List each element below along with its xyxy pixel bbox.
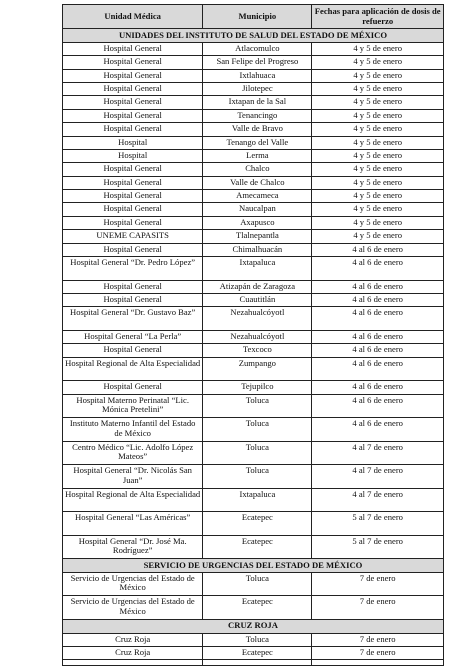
cell-fechas: 4 y 5 de enero: [312, 123, 444, 136]
cell-unidad: Hospital General: [63, 42, 203, 55]
table-row: [63, 203, 444, 216]
cell-fechas: 4 al 6 de enero: [312, 418, 444, 442]
table-row: [63, 307, 444, 331]
table-row: [63, 42, 444, 55]
cell-fechas: 4 al 6 de enero: [312, 307, 444, 331]
cell-unidad: Hospital General “La Perla”: [63, 330, 203, 343]
cell-fechas: 4 y 5 de enero: [312, 149, 444, 162]
cell-unidad: Hospital: [63, 149, 203, 162]
cell-fechas: 4 y 5 de enero: [312, 230, 444, 243]
cell-municipio: Toluca: [203, 394, 312, 418]
cell-fechas: 4 y 5 de enero: [312, 96, 444, 109]
cell-fechas: 4 al 6 de enero: [312, 357, 444, 381]
cell-municipio: Naucalpan: [203, 203, 312, 216]
cell-municipio: Axapusco: [203, 216, 312, 229]
cell-municipio: Nezahualcóyotl: [203, 307, 312, 331]
cell-municipio: Toluca: [203, 572, 312, 596]
cell-municipio: Chalco: [203, 163, 312, 176]
cell-unidad: Hospital Regional de Alta Especialidad: [63, 488, 203, 512]
cell-unidad: Hospital General: [63, 293, 203, 306]
cell-fechas: 4 al 6 de enero: [312, 330, 444, 343]
cell-unidad: Hospital General “Dr. Nicolás San Juan”: [63, 465, 203, 489]
cell-fechas: 7 de enero: [312, 633, 444, 646]
cell-fechas: 4 al 7 de enero: [312, 465, 444, 489]
cell-municipio: Tlalnepantla: [203, 230, 312, 243]
table-row: [63, 216, 444, 229]
cell-unidad: Hospital General: [63, 123, 203, 136]
table-row: [63, 257, 444, 281]
cell-municipio: Toluca: [203, 418, 312, 442]
table-row: [63, 330, 444, 343]
table-row: [63, 123, 444, 136]
table-row: [63, 109, 444, 122]
table-row: [63, 394, 444, 418]
cell-municipio: San Felipe del Progreso: [203, 56, 312, 69]
cell-unidad: Hospital Materno Perinatal “Lic. Mónica Pretelini”: [63, 394, 203, 418]
cell-fechas: 4 y 5 de enero: [312, 163, 444, 176]
cell-municipio: Tenango del Valle: [203, 136, 312, 149]
cell-municipio: Toluca: [203, 465, 312, 489]
cell-unidad: Hospital General: [63, 69, 203, 82]
cell-unidad: Hospital: [63, 136, 203, 149]
cell-fechas: 4 y 5 de enero: [312, 136, 444, 149]
cell-unidad: Hospital General: [63, 243, 203, 256]
cell-unidad: Instituto Materno Infantil del Estado de México: [63, 418, 203, 442]
table-row: [63, 344, 444, 357]
cell-fechas: 4 al 6 de enero: [312, 280, 444, 293]
cell-empty: [63, 660, 203, 666]
table-row: [63, 293, 444, 306]
cell-municipio: Ixtapaluca: [203, 257, 312, 281]
section-title: CRUZ ROJA: [63, 619, 444, 633]
cell-unidad: Hospital General: [63, 163, 203, 176]
table-row: [63, 633, 444, 646]
cell-municipio: Ecatepec: [203, 512, 312, 536]
cell-fechas: 4 al 6 de enero: [312, 293, 444, 306]
cell-fechas: 4 y 5 de enero: [312, 109, 444, 122]
cell-unidad: Hospital General: [63, 216, 203, 229]
table-row: [63, 82, 444, 95]
cell-municipio: Chimalhuacán: [203, 243, 312, 256]
table-row: [63, 230, 444, 243]
cell-unidad: Hospital General “Dr. Gustavo Baz”: [63, 307, 203, 331]
cell-unidad: Cruz Roja: [63, 646, 203, 659]
cell-fechas: 4 al 6 de enero: [312, 344, 444, 357]
cell-unidad: Hospital Regional de Alta Especialidad: [63, 357, 203, 381]
cell-municipio: Nezahualcóyotl: [203, 330, 312, 343]
cell-unidad: Servicio de Urgencias del Estado de México: [63, 596, 203, 620]
section-title: SERVICIO DE URGENCIAS DEL ESTADO DE MÉXICO: [63, 559, 444, 573]
table-row: [63, 381, 444, 394]
cell-unidad: Hospital General: [63, 280, 203, 293]
table-row: [63, 280, 444, 293]
cell-fechas: 4 y 5 de enero: [312, 176, 444, 189]
cell-fechas: 4 y 5 de enero: [312, 82, 444, 95]
cell-unidad: Centro Médico “Lic. Adolfo López Mateos”: [63, 441, 203, 465]
cell-municipio: Valle de Bravo: [203, 123, 312, 136]
cell-municipio: Ixtapan de la Sal: [203, 96, 312, 109]
table-row-cutoff: [63, 660, 444, 666]
cell-municipio: Valle de Chalco: [203, 176, 312, 189]
cell-municipio: Atizapán de Zaragoza: [203, 280, 312, 293]
table-row: [63, 163, 444, 176]
header-unidad: Unidad Médica: [63, 5, 203, 29]
cell-fechas: 4 al 6 de enero: [312, 394, 444, 418]
table-row: [63, 69, 444, 82]
table-row: [63, 136, 444, 149]
cell-municipio: Tejupilco: [203, 381, 312, 394]
cell-fechas: 4 al 7 de enero: [312, 441, 444, 465]
cell-unidad: Cruz Roja: [63, 633, 203, 646]
cell-fechas: 4 y 5 de enero: [312, 42, 444, 55]
table-row: [63, 357, 444, 381]
cell-fechas: 4 y 5 de enero: [312, 69, 444, 82]
cell-municipio: Texcoco: [203, 344, 312, 357]
cell-unidad: UNEME CAPASITS: [63, 230, 203, 243]
table-row: [63, 646, 444, 659]
cell-fechas: 4 al 6 de enero: [312, 257, 444, 281]
cell-fechas: 4 y 5 de enero: [312, 190, 444, 203]
cell-unidad: Hospital General: [63, 203, 203, 216]
table-row: [63, 596, 444, 620]
cell-municipio: Atlacomulco: [203, 42, 312, 55]
cell-municipio: Lerma: [203, 149, 312, 162]
cell-fechas: 7 de enero: [312, 596, 444, 620]
cell-unidad: Hospital General: [63, 109, 203, 122]
table-row: [63, 418, 444, 442]
table-row: [63, 96, 444, 109]
table-row: [63, 535, 444, 559]
cell-fechas: 4 al 7 de enero: [312, 488, 444, 512]
cell-fechas: 5 al 7 de enero: [312, 535, 444, 559]
header-municipio: Municipio: [203, 5, 312, 29]
table-row: [63, 190, 444, 203]
cell-unidad: Hospital General: [63, 190, 203, 203]
cell-municipio: Tenancingo: [203, 109, 312, 122]
table-row: [63, 465, 444, 489]
cell-municipio: Ecatepec: [203, 535, 312, 559]
cell-municipio: Ecatepec: [203, 646, 312, 659]
cell-unidad: Hospital General: [63, 82, 203, 95]
cell-fechas: 4 y 5 de enero: [312, 216, 444, 229]
cell-fechas: 7 de enero: [312, 646, 444, 659]
cell-municipio: Ixtlahuaca: [203, 69, 312, 82]
cell-unidad: Hospital General “Las Américas”: [63, 512, 203, 536]
table-row: [63, 572, 444, 596]
cell-fechas: 4 y 5 de enero: [312, 56, 444, 69]
cell-municipio: Ecatepec: [203, 596, 312, 620]
cell-fechas: 4 al 6 de enero: [312, 243, 444, 256]
cell-fechas: 5 al 7 de enero: [312, 512, 444, 536]
vaccination-schedule-table: [62, 4, 444, 666]
cell-fechas: 4 y 5 de enero: [312, 203, 444, 216]
table-header: [63, 5, 444, 29]
cell-fechas: 4 al 6 de enero: [312, 381, 444, 394]
section-row: [63, 619, 444, 633]
cell-municipio: Toluca: [203, 441, 312, 465]
header-fechas: Fechas para aplicación de dosis de refuerzo: [312, 5, 444, 29]
table-row: [63, 56, 444, 69]
cell-unidad: Hospital General: [63, 96, 203, 109]
table-row: [63, 243, 444, 256]
cell-unidad: Hospital General “Dr. José Ma. Rodríguez”: [63, 535, 203, 559]
cell-unidad: Hospital General: [63, 176, 203, 189]
cell-empty: [312, 660, 444, 666]
cell-unidad: Hospital General: [63, 381, 203, 394]
table-row: [63, 176, 444, 189]
cell-unidad: Hospital General: [63, 56, 203, 69]
cell-empty: [203, 660, 312, 666]
cell-municipio: Amecameca: [203, 190, 312, 203]
cell-unidad: Hospital General “Dr. Pedro López”: [63, 257, 203, 281]
section-row: [63, 559, 444, 573]
cell-municipio: Zumpango: [203, 357, 312, 381]
section-row: [63, 29, 444, 43]
cell-unidad: Hospital General: [63, 344, 203, 357]
table-row: [63, 441, 444, 465]
section-title: UNIDADES DEL INSTITUTO DE SALUD DEL ESTADO DE MÉXICO: [63, 29, 444, 43]
table-body: [63, 29, 444, 666]
table-row: [63, 488, 444, 512]
cell-fechas: 7 de enero: [312, 572, 444, 596]
cell-municipio: Ixtapaluca: [203, 488, 312, 512]
cell-municipio: Jilotepec: [203, 82, 312, 95]
table-row: [63, 149, 444, 162]
cell-municipio: Cuautitlán: [203, 293, 312, 306]
table-row: [63, 512, 444, 536]
cell-unidad: Servicio de Urgencias del Estado de México: [63, 572, 203, 596]
cell-municipio: Toluca: [203, 633, 312, 646]
